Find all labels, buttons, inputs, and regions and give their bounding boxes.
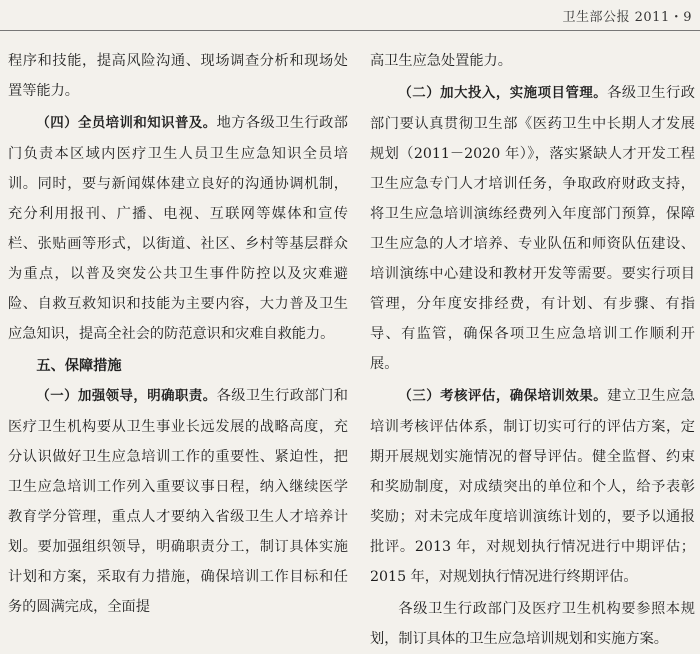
running-header [563,6,693,25]
left-paragraph-2-lead: （四）全员培训和知识普及。 [36,116,217,131]
left-paragraph-2 [8,108,348,349]
left-paragraph-2-body: 地方各级卫生行政部门负责本区域内医疗卫生人员卫生应急知识全员培训。同时，要与新闻媒体建立良好的沟通协调机制，充分利用报刊、广播、电视、互联网等媒体和宣传栏、张贴画等形式，以街道、社区、乡村等基层群众为重点，以普及突发公共卫生事件防控以及灾难避险、自救互救知识和技能为主要内容，大力普及卫生应急知识，提高全社会的防范意识和灾难自救能力。 [8,115,348,342]
left-paragraph-3 [8,381,348,622]
running-title: 卫生部公报 2011・9 [562,10,692,25]
left-paragraph-1: 程序和技能，提高风险沟通、现场调查分析和现场处置等能力。 [8,53,348,99]
right-paragraph-3-body: 建立卫生应急培训考核评估体系，制订切实可行的评估方案，定期开展规划实施情况的督导评估。健全监督、约束和奖励制度，对成绩突出的单位和个人，给予表彰奖励；对未完成年度培训演练计划的，要予以通报批评。2013 年，对规划执行情况进行中期评估；2015 年，对规划执行情况进行终期评估。 [370,388,695,585]
left-paragraph-3-lead: （一）加强领导，明确职责。 [36,389,217,404]
right-paragraph-4: 各级卫生行政部门及医疗卫生机构要参照本规划，制订具体的卫生应急培训规划和实施方案。 [370,601,695,647]
right-paragraph-3 [370,381,695,592]
header-rule [0,30,700,31]
left-column [8,46,348,622]
right-column [370,46,695,654]
left-paragraph-3-body: 各级卫生行政部门和医疗卫生机构要从卫生事业长远发展的战略高度，充分认识做好卫生应急培训工作的重要性、紧迫性，把卫生应急培训工作列入重要议事日程，纳入继续医学教育学分管理，重点人才要纳入省级卫生人才培养计划。要加强组织领导，明确职责分工，制订具体实施计划和方案，采取有力措施，确保培训工作目标和任务的圆满完成，全面提 [8,388,348,615]
right-paragraph-2 [370,78,695,379]
right-paragraph-1: 高卫生应急处置能力。 [370,53,512,69]
right-paragraph-3-lead: （三）考核评估，确保培训效果。 [398,389,608,404]
right-paragraph-2-body: 各级卫生行政部门要认真贯彻卫生部《医药卫生中长期人才发展规划（2011－2020 年）》，落实紧缺人才开发工程卫生应急专门人才培训任务，争取政府财政支持，将卫生应急培训演练经费列入年度部门预算，保障卫生应急的人才培养、专业队伍和师资队伍建设、培训演练中心建设和教材开发等需要。要实行项目管理，分年度安排经费，有计划、有步骤、有指导、有监管，确保各项卫生应急培训工作顺利开展。 [370,85,695,372]
section-heading: 五、保障措施 [36,358,122,374]
right-paragraph-2-lead: （二）加大投入，实施项目管理。 [398,86,608,101]
